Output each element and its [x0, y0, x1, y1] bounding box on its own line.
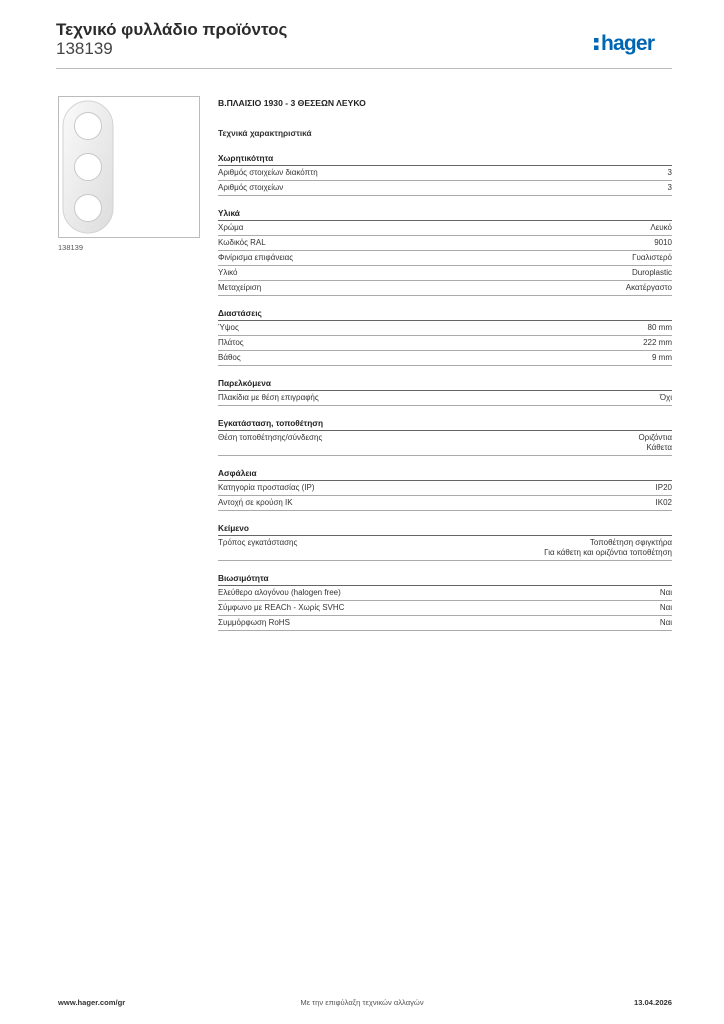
- spec-value-line: 9010: [654, 238, 672, 247]
- spec-value-line: Οριζόντια: [638, 433, 672, 442]
- spec-row: [218, 431, 672, 456]
- footer-url[interactable]: www.hager.com/gr: [58, 998, 126, 1007]
- spec-label: Βάθος: [218, 353, 241, 362]
- spec-value: [632, 268, 672, 278]
- spec-label: Αριθμός στοιχείων: [218, 183, 284, 192]
- spec-row: [218, 391, 672, 406]
- spec-label: Σύμφωνο με REACh - Χωρίς SVHC: [218, 603, 345, 612]
- spec-row: [218, 281, 672, 296]
- spec-value-line: Duroplastic: [631, 268, 672, 277]
- spec-label: Ελεύθερο αλογόνου (halogen free): [218, 588, 341, 597]
- spec-section: [218, 207, 672, 296]
- spec-row: [218, 496, 672, 511]
- spec-value-line: Κάθετα: [646, 443, 672, 452]
- section-title: Υλικά: [218, 207, 672, 221]
- spec-value-line: 3: [667, 168, 672, 177]
- footer-note: Με την επιφύλαξη τεχνικών αλλαγών: [300, 998, 424, 1007]
- spec-label: Ύψος: [218, 323, 239, 332]
- spec-label: Μεταχείριση: [218, 283, 262, 292]
- frame-illustration: [59, 97, 199, 237]
- spec-value: [660, 393, 672, 403]
- spec-row: [218, 166, 672, 181]
- spec-content: [218, 96, 672, 631]
- spec-row: [218, 336, 672, 351]
- spec-value: [668, 168, 672, 178]
- spec-sections: [218, 152, 672, 631]
- spec-value: [656, 498, 672, 508]
- spec-row: [218, 616, 672, 631]
- spec-value-line: 80 mm: [647, 323, 672, 332]
- spec-value-line: Ναι: [659, 588, 672, 597]
- spec-row: [218, 236, 672, 251]
- spec-label: Συμμόρφωση RoHS: [218, 618, 290, 627]
- spec-value: [660, 588, 672, 598]
- spec-row: [218, 351, 672, 366]
- spec-section: [218, 522, 672, 561]
- spec-label: Χρώμα: [218, 223, 244, 232]
- header-divider: [56, 68, 672, 69]
- spec-label: Αριθμός στοιχείων διακόπτη: [218, 168, 318, 177]
- spec-value-line: Ναι: [659, 603, 672, 612]
- product-title: Β.ΠΛΑΙΣΙΟ 1930 - 3 ΘΕΣΕΩΝ ΛΕΥΚΟ: [218, 98, 366, 108]
- section-title: Διαστάσεις: [218, 307, 672, 321]
- spec-value: [648, 323, 672, 333]
- spec-value-line: 9 mm: [652, 353, 672, 362]
- spec-value: [638, 433, 672, 453]
- section-title: Βιωσιμότητα: [218, 572, 672, 586]
- spec-value: [643, 338, 672, 348]
- product-image: [58, 96, 200, 238]
- spec-row: [218, 601, 672, 616]
- spec-label: Θέση τοποθέτησης/σύνδεσης: [218, 433, 323, 442]
- spec-value-line: Γυαλιστερό: [632, 253, 672, 262]
- spec-label: Κατηγορία προστασίας (IP): [218, 483, 315, 492]
- spec-row: [218, 266, 672, 281]
- spec-value: [650, 223, 672, 233]
- section-title: Κείμενο: [218, 522, 672, 536]
- spec-row: [218, 586, 672, 601]
- section-title: Χωρητικότητα: [218, 152, 672, 166]
- spec-value: [668, 183, 672, 193]
- spec-section: [218, 152, 672, 196]
- spec-value: [632, 253, 672, 263]
- spec-label: Υλικό: [218, 268, 238, 277]
- spec-value: [660, 618, 672, 628]
- spec-label: Φινίρισμα επιφάνειας: [218, 253, 294, 262]
- product-number: 138139: [56, 39, 113, 58]
- section-title: Εγκατάσταση, τοποθέτηση: [218, 417, 672, 431]
- spec-label: Πλακίδια με θέση επιγραφής: [218, 393, 319, 402]
- section-title: Ασφάλεια: [218, 467, 672, 481]
- spec-row: [218, 481, 672, 496]
- spec-row: [218, 251, 672, 266]
- spec-section: [218, 417, 672, 456]
- spec-value-line: Τοποθέτηση σφιγκτήρα: [589, 538, 672, 547]
- spec-row: [218, 321, 672, 336]
- spec-value-line: 222 mm: [643, 338, 672, 347]
- tech-heading: Τεχνικά χαρακτηριστικά: [218, 128, 312, 138]
- spec-label: Τρόπος εγκατάστασης: [218, 538, 298, 547]
- spec-value-line: Για κάθετη και οριζόντια τοποθέτηση: [544, 548, 672, 557]
- spec-value: [660, 603, 672, 613]
- document-title: Τεχνικό φυλλάδιο προϊόντος: [56, 20, 288, 39]
- spec-value: [652, 353, 672, 363]
- spec-value: [654, 238, 672, 248]
- spec-label: Πλάτος: [218, 338, 244, 347]
- spec-value: [626, 283, 672, 293]
- spec-value-line: 3: [667, 183, 672, 192]
- spec-value: [656, 483, 672, 493]
- spec-label: Αντοχή σε κρούση IK: [218, 498, 293, 507]
- spec-section: [218, 377, 672, 406]
- spec-value-line: IK02: [655, 498, 672, 507]
- spec-row: [218, 221, 672, 236]
- spec-value: [544, 538, 672, 558]
- spec-value-line: Λευκό: [650, 223, 672, 232]
- section-title: Παρελκόμενα: [218, 377, 672, 391]
- spec-section: [218, 307, 672, 366]
- spec-section: [218, 467, 672, 511]
- spec-label: Κωδικός RAL: [218, 238, 266, 247]
- spec-section: [218, 572, 672, 631]
- spec-row: [218, 536, 672, 561]
- image-caption: 138139: [58, 243, 84, 252]
- footer-date: 13.04.2026: [633, 998, 672, 1007]
- svg-text:hager: hager: [601, 32, 655, 55]
- spec-row: [218, 181, 672, 196]
- hager-logo: [593, 29, 683, 55]
- spec-value-line: IP20: [655, 483, 672, 492]
- spec-value-line: Ακατέργαστο: [625, 283, 672, 292]
- spec-value-line: Όχι: [659, 393, 672, 402]
- spec-value-line: Ναι: [659, 618, 672, 627]
